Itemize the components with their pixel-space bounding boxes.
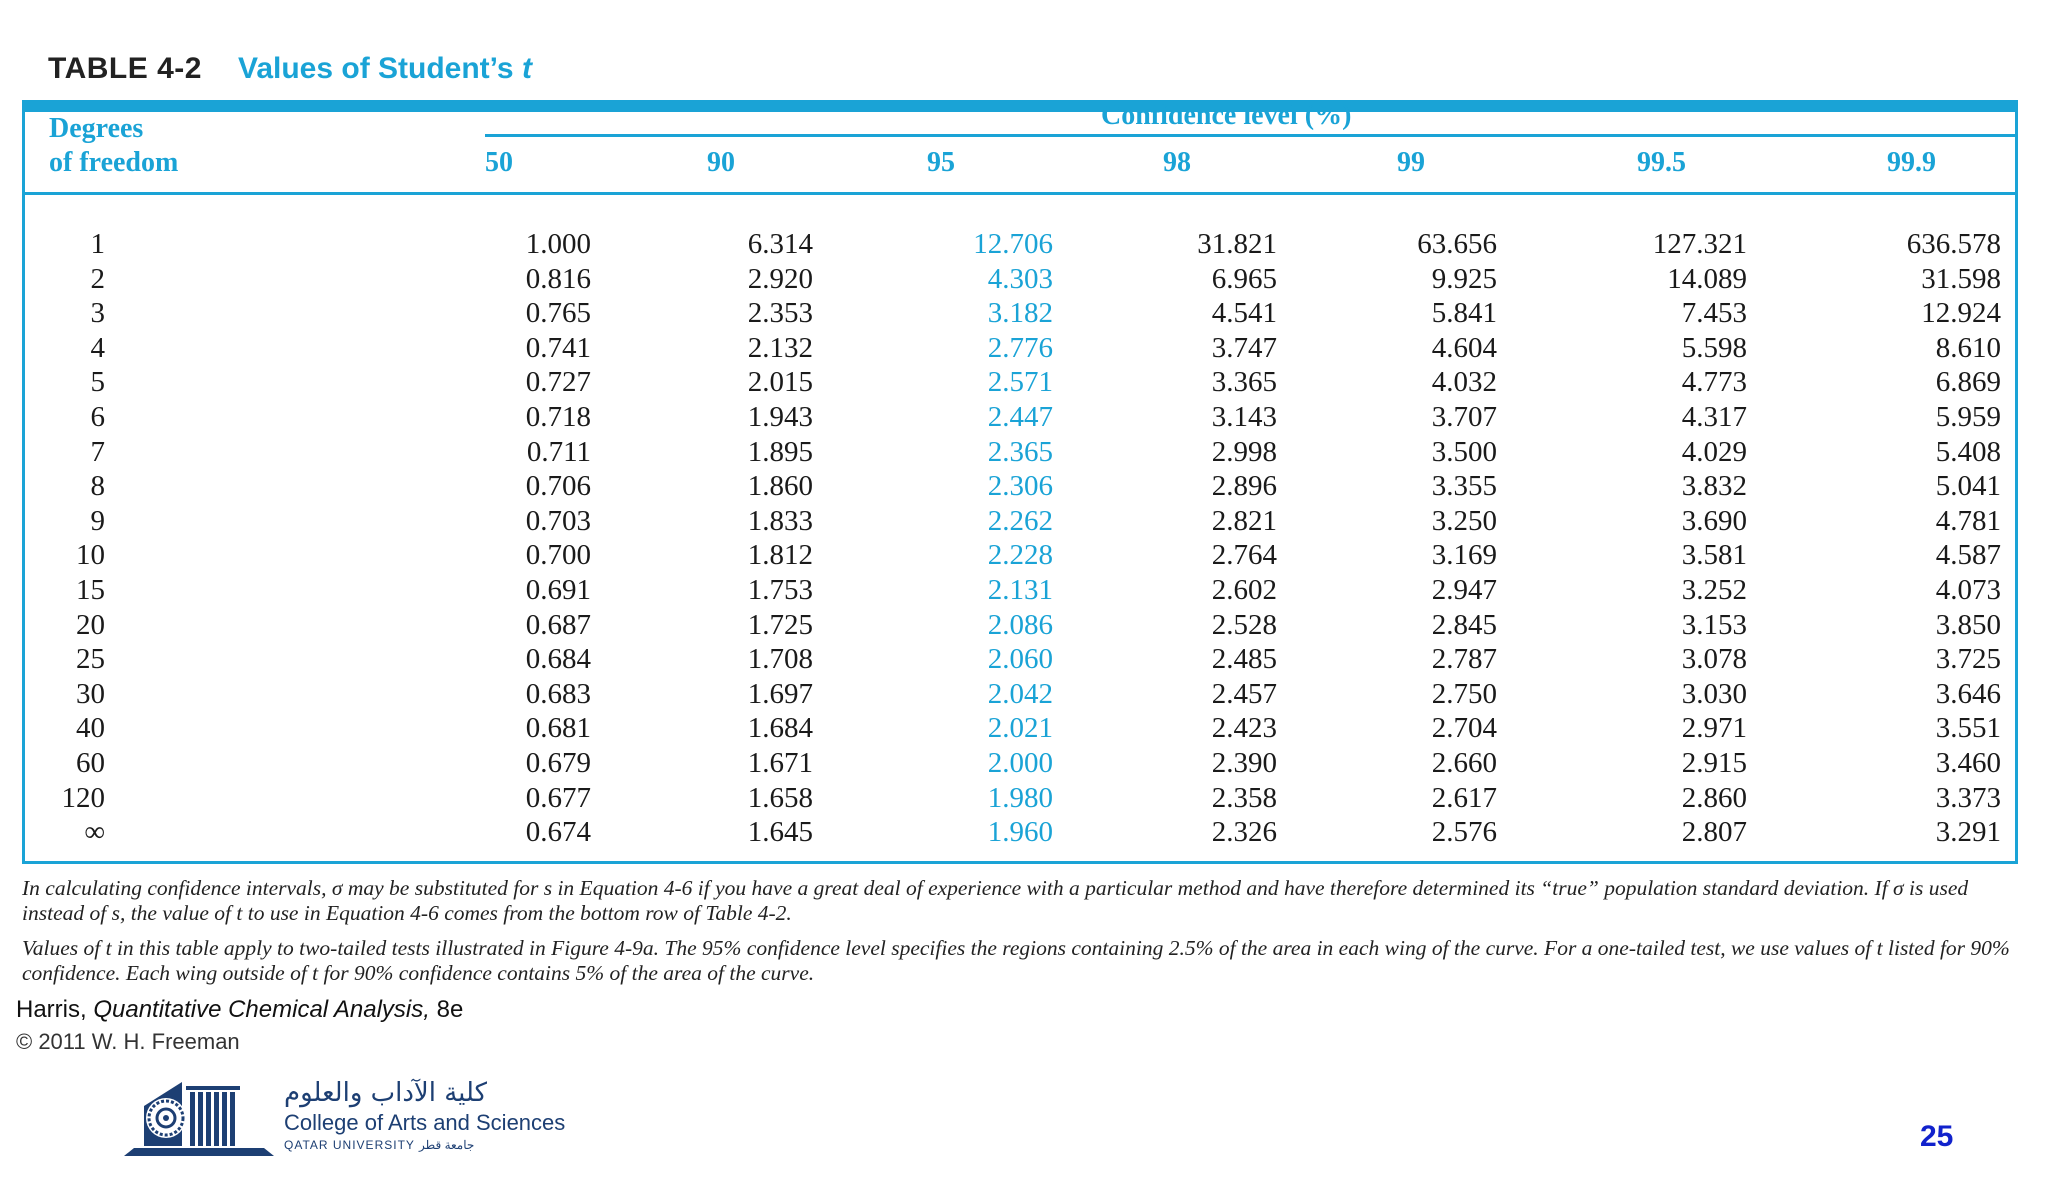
t-value-cell: 1.980 bbox=[987, 781, 1053, 814]
level-header: 98 bbox=[1163, 147, 1191, 178]
level-header: 99.9 bbox=[1887, 147, 1936, 178]
t-value-cell: 3.078 bbox=[1681, 643, 1747, 676]
t-value-cell: 2.485 bbox=[1211, 643, 1277, 676]
university-name: QATAR UNIVERSITY جامعة قطر bbox=[284, 1138, 475, 1152]
level-header: 99.5 bbox=[1637, 147, 1686, 178]
t-value-cell: 3.581 bbox=[1681, 539, 1747, 572]
confidence-underline bbox=[485, 134, 2015, 137]
t-value-cell: 0.741 bbox=[525, 331, 591, 364]
t-value-cell: 3.690 bbox=[1681, 504, 1747, 537]
level-header: 50 bbox=[485, 147, 513, 178]
page-number: 25 bbox=[1920, 1120, 1954, 1153]
t-value-cell: 0.684 bbox=[525, 643, 591, 676]
t-value-cell: 3.030 bbox=[1681, 677, 1747, 710]
t-value-cell: 3.850 bbox=[1935, 608, 2001, 641]
t-value-cell: 3.252 bbox=[1681, 574, 1747, 606]
t-value-cell: 3.355 bbox=[1431, 470, 1497, 503]
college-name-arabic: كلية الآداب والعلوم bbox=[284, 1078, 488, 1108]
t-value-cell: 2.764 bbox=[1211, 539, 1277, 572]
t-value-cell: 2.060 bbox=[987, 643, 1053, 676]
t-value-cell: 1.860 bbox=[747, 470, 813, 503]
t-value-cell: 0.677 bbox=[525, 781, 591, 814]
t-value-cell: 1.725 bbox=[747, 608, 813, 641]
df-cell: 60 bbox=[76, 747, 105, 779]
t-value-cell: 12.706 bbox=[973, 228, 1053, 260]
df-cell: 25 bbox=[76, 643, 105, 676]
t-value-cell: 8.610 bbox=[1935, 331, 2001, 364]
t-value-cell: 3.460 bbox=[1935, 747, 2001, 779]
table-row bbox=[25, 504, 2015, 539]
df-cell: 8 bbox=[90, 470, 105, 503]
df-cell: 40 bbox=[76, 712, 105, 745]
t-value-cell: 3.646 bbox=[1935, 677, 2001, 710]
t-value-cell: 2.947 bbox=[1431, 574, 1497, 606]
t-value-cell: 2.000 bbox=[987, 747, 1053, 779]
t-table bbox=[22, 100, 2018, 864]
t-value-cell: 1.833 bbox=[747, 504, 813, 537]
t-value-cell: 0.681 bbox=[525, 712, 591, 745]
table-row bbox=[25, 469, 2015, 504]
t-value-cell: 3.143 bbox=[1211, 401, 1277, 433]
t-value-cell: 0.703 bbox=[525, 504, 591, 537]
t-value-cell: 4.604 bbox=[1431, 331, 1497, 364]
t-value-cell: 0.816 bbox=[525, 262, 591, 295]
t-value-cell: 2.750 bbox=[1431, 677, 1497, 710]
t-value-cell: 6.869 bbox=[1935, 366, 2001, 399]
t-value-cell: 3.365 bbox=[1211, 366, 1277, 399]
copyright: © 2011 W. H. Freeman bbox=[16, 1029, 240, 1054]
credit-edition: 8e bbox=[436, 996, 464, 1023]
t-value-cell: 5.408 bbox=[1935, 435, 2001, 468]
t-value-cell: 6.965 bbox=[1211, 262, 1277, 295]
t-value-cell: 1.671 bbox=[747, 747, 813, 779]
df-cell: 1 bbox=[90, 228, 105, 260]
t-value-cell: 1.943 bbox=[747, 401, 813, 433]
table-row bbox=[25, 677, 2015, 712]
table-row bbox=[25, 711, 2015, 746]
confidence-level-header: Confidence level (%) bbox=[1101, 100, 1352, 131]
t-value-cell: 12.924 bbox=[1921, 297, 2001, 330]
df-cell: 10 bbox=[76, 539, 105, 572]
t-value-cell: 3.250 bbox=[1431, 504, 1497, 537]
t-value-cell: 2.262 bbox=[987, 504, 1053, 537]
level-header: 90 bbox=[707, 147, 735, 178]
df-cell: 9 bbox=[90, 504, 105, 537]
t-value-cell: 5.959 bbox=[1935, 401, 2001, 433]
table-row bbox=[25, 227, 2015, 262]
df-cell: 7 bbox=[90, 435, 105, 468]
t-value-cell: 4.073 bbox=[1935, 574, 2001, 606]
t-value-cell: 5.841 bbox=[1431, 297, 1497, 330]
df-cell: 120 bbox=[61, 781, 105, 814]
t-value-cell: 3.291 bbox=[1935, 816, 2001, 849]
t-value-cell: 2.571 bbox=[987, 366, 1053, 399]
t-value-cell: 5.041 bbox=[1935, 470, 2001, 503]
table-caption bbox=[48, 52, 532, 96]
t-value-cell: 1.684 bbox=[747, 712, 813, 745]
t-value-cell: 3.500 bbox=[1431, 435, 1497, 468]
t-value-cell: 3.373 bbox=[1935, 781, 2001, 814]
t-value-cell: 2.807 bbox=[1681, 816, 1747, 849]
table-row bbox=[25, 573, 2015, 608]
df-header-line2: of freedom bbox=[49, 147, 179, 178]
t-value-cell: 0.700 bbox=[525, 539, 591, 572]
t-value-cell: 9.925 bbox=[1431, 262, 1497, 295]
t-value-cell: 2.576 bbox=[1431, 816, 1497, 849]
header-divider bbox=[25, 192, 2015, 195]
t-value-cell: 4.781 bbox=[1935, 504, 2001, 537]
t-value-cell: 3.707 bbox=[1431, 401, 1497, 433]
df-cell: 3 bbox=[90, 297, 105, 330]
t-value-cell: 0.727 bbox=[525, 366, 591, 399]
df-cell: ∞ bbox=[84, 816, 105, 849]
t-value-cell: 2.423 bbox=[1211, 712, 1277, 745]
t-value-cell: 2.920 bbox=[747, 262, 813, 295]
t-value-cell: 2.776 bbox=[987, 331, 1053, 364]
df-cell: 30 bbox=[76, 677, 105, 710]
t-value-cell: 4.541 bbox=[1211, 297, 1277, 330]
df-cell: 5 bbox=[90, 366, 105, 399]
t-value-cell: 1.895 bbox=[747, 435, 813, 468]
t-value-cell: 2.086 bbox=[987, 608, 1053, 641]
t-value-cell: 2.821 bbox=[1211, 504, 1277, 537]
t-value-cell: 1.697 bbox=[747, 677, 813, 710]
t-value-cell: 2.390 bbox=[1211, 747, 1277, 779]
t-value-cell: 2.042 bbox=[987, 677, 1053, 710]
t-value-cell: 2.998 bbox=[1211, 435, 1277, 468]
t-value-cell: 4.317 bbox=[1681, 401, 1747, 433]
t-value-cell: 4.773 bbox=[1681, 366, 1747, 399]
t-value-cell: 4.303 bbox=[987, 262, 1053, 295]
t-value-cell: 2.845 bbox=[1431, 608, 1497, 641]
table-row bbox=[25, 642, 2015, 677]
t-value-cell: 4.032 bbox=[1431, 366, 1497, 399]
t-value-cell: 3.551 bbox=[1935, 712, 2001, 745]
t-value-cell: 2.326 bbox=[1211, 816, 1277, 849]
t-value-cell: 2.617 bbox=[1431, 781, 1497, 814]
df-cell: 6 bbox=[90, 401, 105, 433]
table-row bbox=[25, 331, 2015, 366]
t-value-cell: 1.753 bbox=[747, 574, 813, 606]
t-value-cell: 6.314 bbox=[747, 228, 813, 260]
t-value-cell: 4.587 bbox=[1935, 539, 2001, 572]
footnote-1: In calculating confidence intervals, σ may be substituted for s in Equation 4-6 if you have a great deal of experience with a particular method and have therefore determined its “true” population standard deviation. If σ is used instead of s, the value of t to use in Equation 4-6 comes from the bottom row of Table 4-2. bbox=[22, 876, 1969, 925]
t-value-cell: 2.015 bbox=[747, 366, 813, 399]
table-row bbox=[25, 400, 2015, 435]
college-emblem-icon bbox=[124, 1076, 274, 1156]
book-credit bbox=[16, 996, 463, 1024]
table-number: TABLE 4-2 bbox=[48, 52, 202, 85]
t-value-cell: 0.674 bbox=[525, 816, 591, 849]
t-value-cell: 2.228 bbox=[987, 539, 1053, 572]
df-header-line1: Degrees bbox=[49, 113, 144, 144]
table-title-text: Values of Student’s bbox=[237, 52, 514, 85]
t-value-cell: 5.598 bbox=[1681, 331, 1747, 364]
level-header: 99 bbox=[1397, 147, 1425, 178]
t-value-cell: 3.169 bbox=[1431, 539, 1497, 572]
t-value-cell: 2.021 bbox=[987, 712, 1053, 745]
table-title-variable: t bbox=[521, 52, 532, 85]
t-value-cell: 0.711 bbox=[526, 435, 591, 468]
t-value-cell: 2.131 bbox=[987, 574, 1053, 606]
table-row bbox=[25, 262, 2015, 297]
t-value-cell: 2.971 bbox=[1681, 712, 1747, 745]
t-value-cell: 3.153 bbox=[1681, 608, 1747, 641]
table-row bbox=[25, 746, 2015, 781]
t-value-cell: 2.860 bbox=[1681, 781, 1747, 814]
level-header: 95 bbox=[927, 147, 955, 178]
t-value-cell: 0.765 bbox=[525, 297, 591, 330]
t-value-cell: 31.598 bbox=[1921, 262, 2001, 295]
t-value-cell: 1.645 bbox=[747, 816, 813, 849]
table-row bbox=[25, 435, 2015, 470]
t-value-cell: 1.000 bbox=[525, 228, 591, 260]
t-value-cell: 0.679 bbox=[525, 747, 591, 779]
t-value-cell: 0.691 bbox=[525, 574, 591, 606]
t-value-cell: 2.704 bbox=[1431, 712, 1497, 745]
t-value-cell: 0.683 bbox=[525, 677, 591, 710]
table-row bbox=[25, 781, 2015, 816]
t-value-cell: 1.960 bbox=[987, 816, 1053, 849]
credit-book-title: Quantitative Chemical Analysis, bbox=[93, 996, 430, 1023]
t-value-cell: 4.029 bbox=[1681, 435, 1747, 468]
t-value-cell: 2.353 bbox=[747, 297, 813, 330]
t-value-cell: 3.725 bbox=[1935, 643, 2001, 676]
credit-author: Harris, bbox=[16, 996, 87, 1023]
t-value-cell: 2.528 bbox=[1211, 608, 1277, 641]
t-value-cell: 636.578 bbox=[1906, 228, 2001, 260]
t-value-cell: 1.708 bbox=[747, 643, 813, 676]
t-value-cell: 2.787 bbox=[1431, 643, 1497, 676]
table-row bbox=[25, 365, 2015, 400]
t-value-cell: 14.089 bbox=[1667, 262, 1747, 295]
t-value-cell: 31.821 bbox=[1197, 228, 1277, 260]
t-value-cell: 3.182 bbox=[987, 297, 1053, 330]
df-cell: 4 bbox=[90, 331, 105, 364]
df-cell: 20 bbox=[76, 608, 105, 641]
t-value-cell: 1.812 bbox=[747, 539, 813, 572]
df-cell: 2 bbox=[90, 262, 105, 295]
t-value-cell: 63.656 bbox=[1417, 228, 1497, 260]
college-name-english: College of Arts and Sciences bbox=[284, 1110, 566, 1135]
t-value-cell: 1.658 bbox=[747, 781, 813, 814]
table-row bbox=[25, 538, 2015, 573]
t-value-cell: 2.602 bbox=[1211, 574, 1277, 606]
table-title bbox=[238, 52, 532, 85]
t-value-cell: 3.832 bbox=[1681, 470, 1747, 503]
college-logo bbox=[124, 1070, 594, 1160]
table-row bbox=[25, 296, 2015, 331]
t-value-cell: 2.915 bbox=[1681, 747, 1747, 779]
table-row bbox=[25, 608, 2015, 643]
t-value-cell: 2.447 bbox=[987, 401, 1053, 433]
footnote-2: Values of t in this table apply to two-tailed tests illustrated in Figure 4-9a. The 95% confidence level specifies the regions containing 2.5% of the area in each wing of the curve. For a one-tailed test, we use values of t listed for 90% confidence. Each wing outside of t for 90% confidence contains 5% of the area of the curve. bbox=[22, 936, 2010, 985]
t-value-cell: 2.896 bbox=[1211, 470, 1277, 503]
t-value-cell: 2.457 bbox=[1211, 677, 1277, 710]
t-value-cell: 2.132 bbox=[747, 331, 813, 364]
t-value-cell: 7.453 bbox=[1681, 297, 1747, 330]
t-value-cell: 0.718 bbox=[525, 401, 591, 433]
t-value-cell: 2.358 bbox=[1211, 781, 1277, 814]
t-value-cell: 2.306 bbox=[987, 470, 1053, 503]
t-value-cell: 0.687 bbox=[525, 608, 591, 641]
t-value-cell: 3.747 bbox=[1211, 331, 1277, 364]
t-value-cell: 2.660 bbox=[1431, 747, 1497, 779]
t-value-cell: 127.321 bbox=[1652, 228, 1747, 260]
df-cell: 15 bbox=[76, 574, 105, 606]
t-value-cell: 0.706 bbox=[525, 470, 591, 503]
t-value-cell: 2.365 bbox=[987, 435, 1053, 468]
table-row bbox=[25, 815, 2015, 850]
